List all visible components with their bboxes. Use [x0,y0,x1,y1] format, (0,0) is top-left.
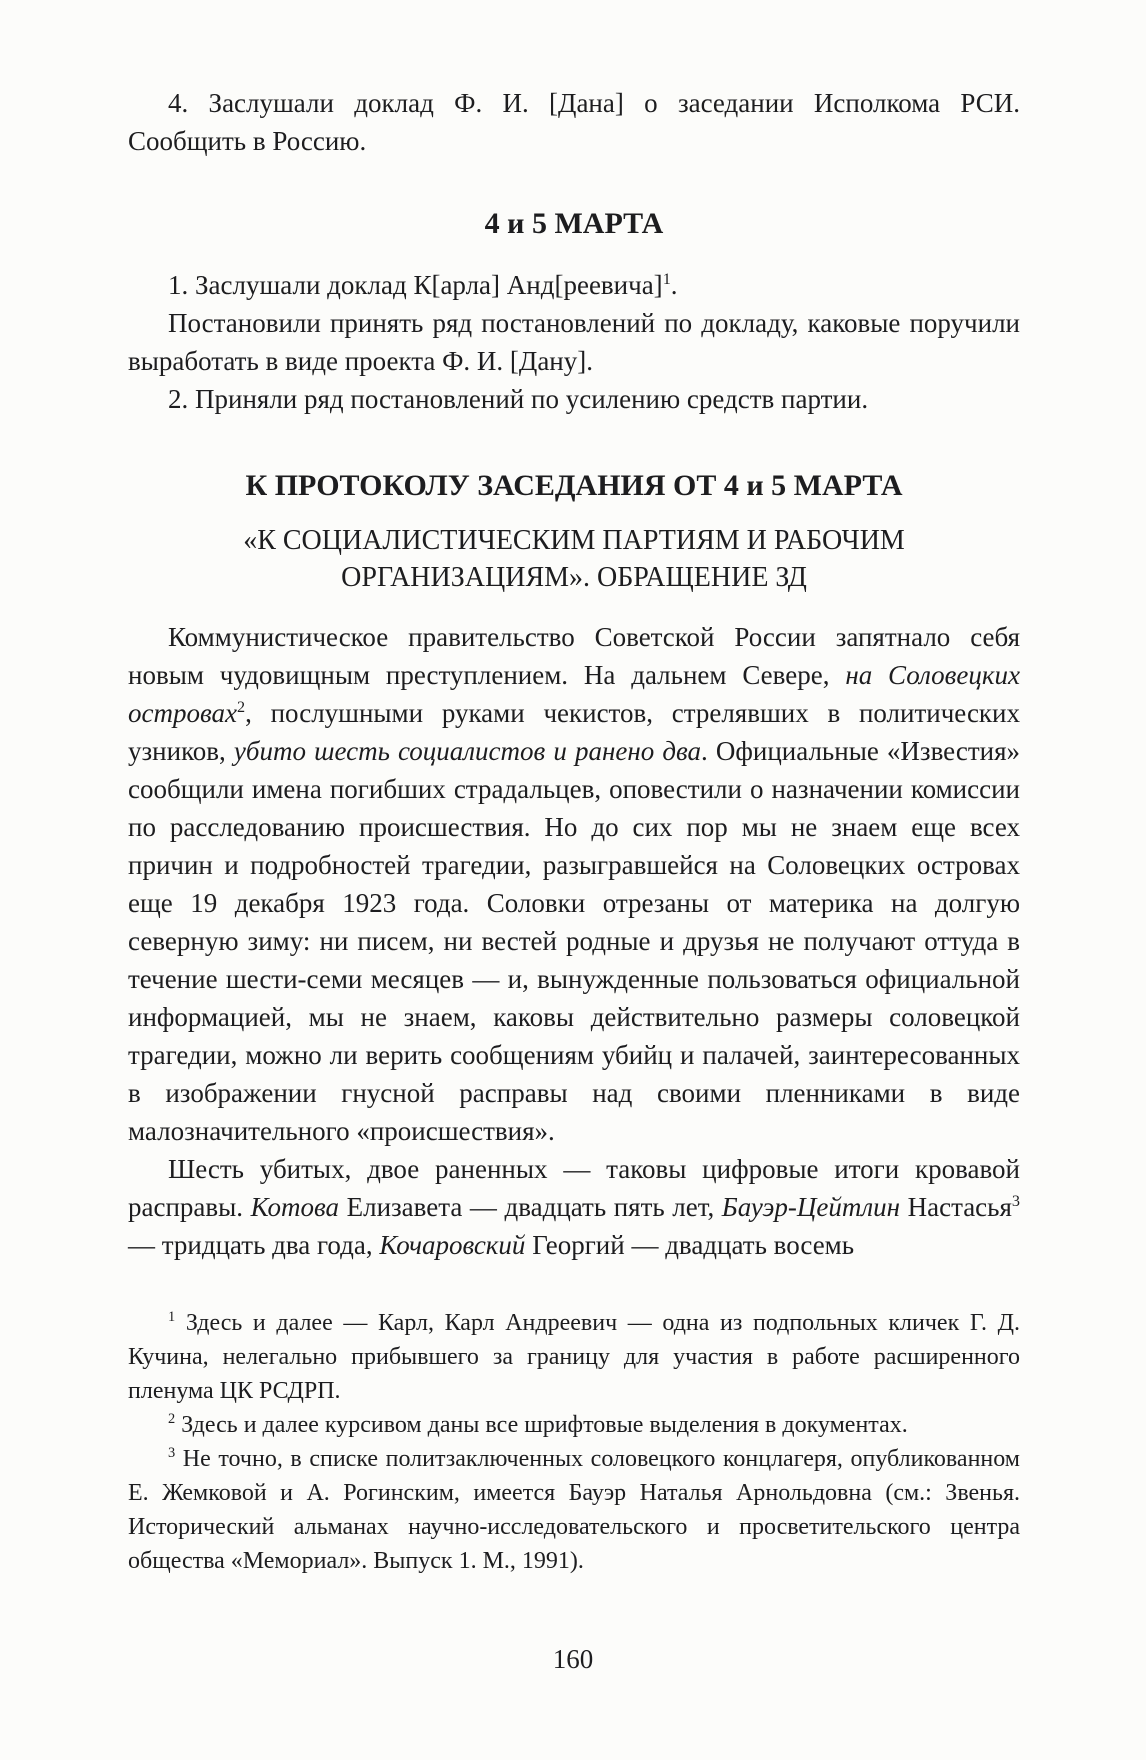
footnote-1 [128,1306,1020,1408]
appeal-p2-italic-3: Кочаровский [379,1230,526,1260]
appeal-subheading-line2: ОРГАНИЗАЦИЯМ». ОБРАЩЕНИЕ ЗД [341,562,807,593]
appeal-p2-run-2: Елизавета — двадцать пять лет, [339,1192,722,1222]
minutes-item-4: 4. Заслушали доклад Ф. И. [Дана] о заседании Исполкома РСИ. Сообщить в Россию. [128,88,1020,156]
footnote-3-marker: 3 [168,1445,176,1461]
footnote-2-text: Здесь и далее курсивом даны все шрифтовые выделения в документах. [175,1412,908,1438]
footnote-1-text: Здесь и далее — Карл, Карл Андреевич — одна из подпольных кличек Г. Д. Кучина, нелегально прибывшего за границу для участия в работе расширенного пленума ЦК РСДРП. [128,1310,1020,1404]
appeal-p1-run-1: Коммунистическое правительство Советской России запятнало себя новым чудовищным преступлением. На дальнем Севере, [128,622,1020,690]
appeal-p1-italic-1: на Соловецких островах [128,660,1020,728]
appeal-subheading-line1: «К СОЦИАЛИСТИЧЕСКИМ ПАРТИЯМ И РАБОЧИМ [243,525,905,556]
appeal-subheading [128,522,1020,596]
appeal-p1-run-3: . Официальные «Известия» сообщили имена погибших страдальцев, оповестили о назначении комиссии по расследованию происшествия. Но до сих пор мы не знаем еще всех причин и подробностей трагедии, разыгравшейся на Соловецких островах еще 19 декабря 1923 года. Соловки отрезаны от материка на долгую северную зиму: ни писем, ни вестей родные и друзья не получают оттуда в течение шести-семи месяцев — и, вынужденные пользоваться официальной информацией, мы не знаем, каковы действительно размеры соловецкой трагедии, можно ли верить сообщениям убийц и палачей, заинтересованных в изображении гнусной расправы над своими пленниками в виде малозначительного «происшествия». [128,736,1020,1146]
appeal-p2-run-5: Георгий — двадцать восемь [525,1230,855,1260]
appeal-p1-run-2: , послушными руками чекистов, стрелявших в политических узников, [128,698,1020,766]
footnote-ref-3: 3 [1011,1192,1020,1210]
appeal-p1-italic-2: убито шесть социалистов и ранено два [233,736,702,766]
appeal-p2-run-3: Настасья [900,1192,1012,1222]
appeal-paragraph-2 [128,1150,1020,1264]
minutes-item-1-text: 1. Заслушали доклад К[арла] Анд[реевича] [168,270,663,300]
minutes-item-1-period: . [670,270,678,300]
page-number: 160 [552,1644,594,1674]
appeal-p2-italic-1: Котова [250,1192,340,1222]
section-heading-march-4-5: 4 и 5 МАРТА [484,207,664,240]
minutes-item-1 [128,266,1020,304]
footnote-3 [128,1442,1020,1578]
appeal-p2-italic-2: Бауэр-Цейтлин [721,1192,901,1222]
appeal-p2-run-1: Шесть убитых, двое раненных — таковы цифровые итоги кровавой расправы. [128,1154,1020,1222]
footnote-ref-1: 1 [662,270,671,288]
section-heading-protocol: К ПРОТОКОЛУ ЗАСЕДАНИЯ ОТ 4 и 5 МАРТА [245,469,903,502]
minutes-resolution: Постановили принять ряд постановлений по докладу, каковые поручили выработать в виде проекта Ф. И. [Дану]. [128,308,1020,376]
footnote-1-marker: 1 [168,1309,176,1325]
appeal-paragraph-1 [128,618,1020,1150]
footnote-ref-2: 2 [237,698,246,716]
footnotes-block [128,1306,1020,1578]
footnote-2 [128,1408,1020,1442]
footnote-2-marker: 2 [168,1411,176,1427]
appeal-p2-run-4: — тридцать два года, [128,1230,380,1260]
footnote-3-text: Не точно, в списке политзаключенных соловецкого концлагеря, опубликованном Е. Жемковой и А. Рогинским, имеется Бауэр Наталья Арнольдовна (см.: Звенья. Исторический альманах научно-исследовательского и просветительского центра общества «Мемориал». Выпуск 1. М., 1991). [128,1446,1020,1574]
minutes-item-2: 2. Приняли ряд постановлений по усилению средств партии. [168,384,869,414]
